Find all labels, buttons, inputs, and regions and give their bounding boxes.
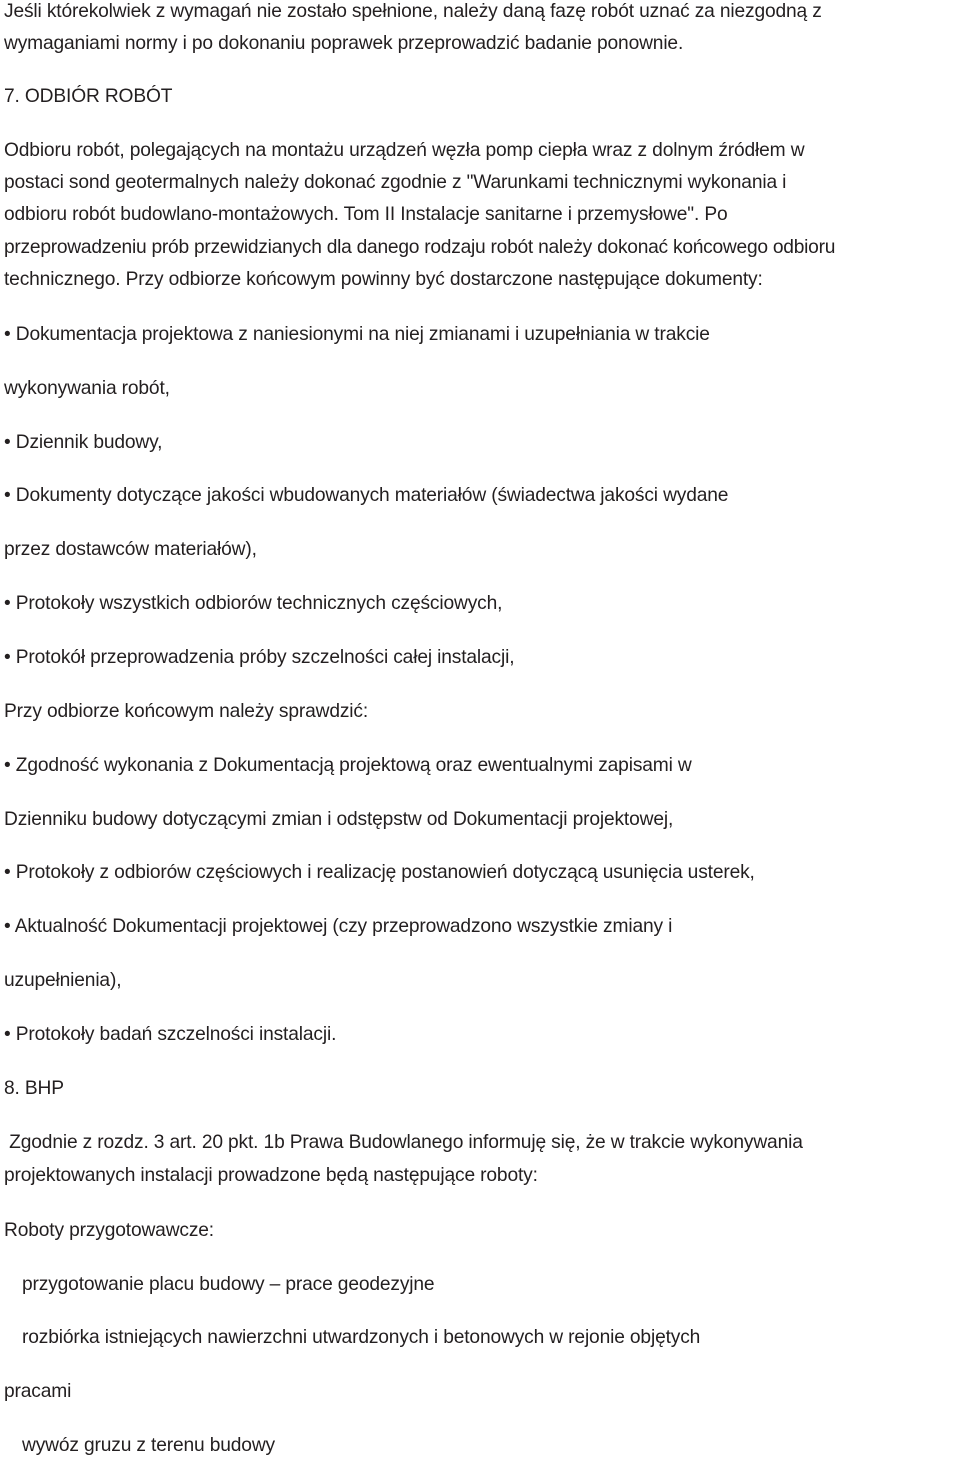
prep-works-heading: Roboty przygotowawcze: bbox=[4, 1220, 214, 1241]
document-list-item-continued: przez dostawców materiałów), bbox=[4, 539, 257, 560]
section-8-heading: 8. BHP bbox=[4, 1078, 64, 1099]
check-list-item-continued: uzupełnienia), bbox=[4, 970, 122, 991]
section-7-para-line-2: postaci sond geotermalnych należy dokonać zgodnie z "Warunkami technicznymi wykonania i bbox=[4, 172, 787, 193]
document-list-item: • Dziennik budowy, bbox=[4, 432, 163, 453]
prep-works-item: rozbiórka istniejących nawierzchni utwardzonych i betonowych w rejonie objętych bbox=[22, 1327, 701, 1348]
document-list-item: • Dokumenty dotyczące jakości wbudowanych materiałów (świadectwa jakości wydane bbox=[4, 485, 729, 506]
section-7-para-line-3: odbioru robót budowlano-montażowych. Tom II Instalacje sanitarne i przemysłowe". Po bbox=[4, 204, 728, 225]
document-list-item: • Protokół przeprowadzenia próby szczelności całej instalacji, bbox=[4, 647, 515, 668]
section-7-para-line-5: technicznego. Przy odbiorze końcowym powinny być dostarczone następujące dokumenty: bbox=[4, 269, 763, 290]
document-list-item-continued: wykonywania robót, bbox=[4, 378, 170, 399]
document-list-item: • Dokumentacja projektowa z naniesionymi na niej zmianami i uzupełniania w trakcie bbox=[4, 324, 710, 345]
prep-works-item: wywóz gruzu z terenu budowy bbox=[22, 1435, 275, 1456]
section-7-heading: 7. ODBIÓR ROBÓT bbox=[4, 86, 173, 107]
check-list-item: • Aktualność Dokumentacji projektowej (czy przeprowadzono wszystkie zmiany i bbox=[4, 916, 673, 937]
check-list-item: • Protokoły badań szczelności instalacji. bbox=[4, 1024, 337, 1045]
check-intro: Przy odbiorze końcowym należy sprawdzić: bbox=[4, 701, 369, 722]
section-7-para-line-4: przeprowadzeniu prób przewidzianych dla danego rodzaju robót należy dokonać końcowego odbioru bbox=[4, 237, 836, 258]
section-7-para-line-1: Odbioru robót, polegających na montażu urządzeń węzła pomp ciepła wraz z dolnym źródłem w bbox=[4, 140, 805, 161]
intro-line-2: wymaganiami normy i po dokonaniu poprawek przeprowadzić badanie ponownie. bbox=[4, 33, 684, 54]
check-list-item: • Zgodność wykonania z Dokumentacją projektową oraz ewentualnymi zapisami w bbox=[4, 755, 692, 776]
intro-line-1: Jeśli którekolwiek z wymagań nie zostało spełnione, należy daną fazę robót uznać za niezgodną z bbox=[4, 1, 822, 22]
check-list-item: • Protokoły z odbiorów częściowych i realizację postanowień dotyczącą usunięcia usterek, bbox=[4, 862, 755, 883]
check-list-item-continued: Dzienniku budowy dotyczącymi zmian i odstępstw od Dokumentacji projektowej, bbox=[4, 809, 674, 830]
document-list-item: • Protokoły wszystkich odbiorów technicznych częściowych, bbox=[4, 593, 503, 614]
section-8-para-line-2: projektowanych instalacji prowadzone będą następujące roboty: bbox=[4, 1165, 538, 1186]
prep-works-item-continued: pracami bbox=[4, 1381, 72, 1402]
section-8-para-line-1: Zgodnie z rozdz. 3 art. 20 pkt. 1b Prawa Budowlanego informuję się, że w trakcie wykonywania bbox=[4, 1132, 803, 1153]
prep-works-item: przygotowanie placu budowy – prace geodezyjne bbox=[22, 1274, 435, 1295]
